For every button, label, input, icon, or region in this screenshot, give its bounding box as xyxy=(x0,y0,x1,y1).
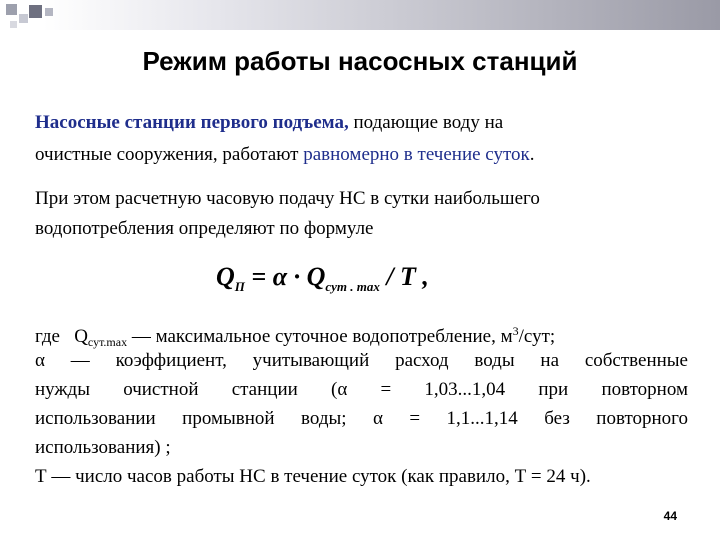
decorative-square-2 xyxy=(19,14,28,23)
page-number: 44 xyxy=(663,509,677,523)
paragraph-1-line-1 xyxy=(35,108,690,138)
p1-line2-text: очистные сооружения, работают xyxy=(35,144,304,165)
lead-continuation: подающие воду на xyxy=(348,112,504,133)
def1-subscript: сут.max xyxy=(87,335,128,349)
decorative-square-3 xyxy=(29,5,42,18)
formula-q: Q xyxy=(216,262,235,291)
definition-t: Т — число часов работы НС в течение суток (как правило, Т = 24 ч). xyxy=(35,466,591,487)
decorative-square-1 xyxy=(6,4,17,15)
formula-q-subscript: П xyxy=(234,279,245,294)
def1-text: — максимальное суточное водопотребление, м xyxy=(127,326,513,347)
definition-q xyxy=(35,317,688,349)
paragraph-1-line-2 xyxy=(35,140,690,170)
def1-end: /сут; xyxy=(518,326,556,347)
decorative-square-5 xyxy=(10,21,17,28)
definition-alpha-line-4: использования) ; xyxy=(35,437,171,458)
formula-equals-part: = α · Q xyxy=(244,262,326,291)
lead-phrase: Насосные станции первого подъема, xyxy=(35,112,349,133)
def1-superscript: 3 xyxy=(512,324,519,338)
definitions-block xyxy=(35,317,688,491)
formula xyxy=(216,262,429,295)
paragraph-2-line-2: водопотребления определяют по формуле xyxy=(35,218,374,239)
decorative-square-4 xyxy=(45,8,53,16)
definition-alpha-line-1: α — коэффициент, учитывающий расход воды на собственные xyxy=(35,350,688,371)
formula-q2-subscript: сут . max xyxy=(325,279,380,294)
p1-period: . xyxy=(529,144,535,165)
slide-title: Режим работы насосных станций xyxy=(142,46,578,76)
highlight-phrase: равномерно в течение суток xyxy=(303,144,530,165)
header-gradient-bar xyxy=(0,0,720,30)
definition-alpha-line-2: нужды очистной станции (α = 1,03...1,04 при повторном xyxy=(35,379,688,400)
def1-prefix: где Q xyxy=(35,326,88,347)
formula-tail: / T , xyxy=(379,262,429,291)
definition-alpha-line-3: использовании промывной воды; α = 1,1...1,14 без повторного xyxy=(35,408,688,429)
paragraph-2-line-1: При этом расчетную часовую подачу НС в сутки наибольшего xyxy=(35,188,540,209)
